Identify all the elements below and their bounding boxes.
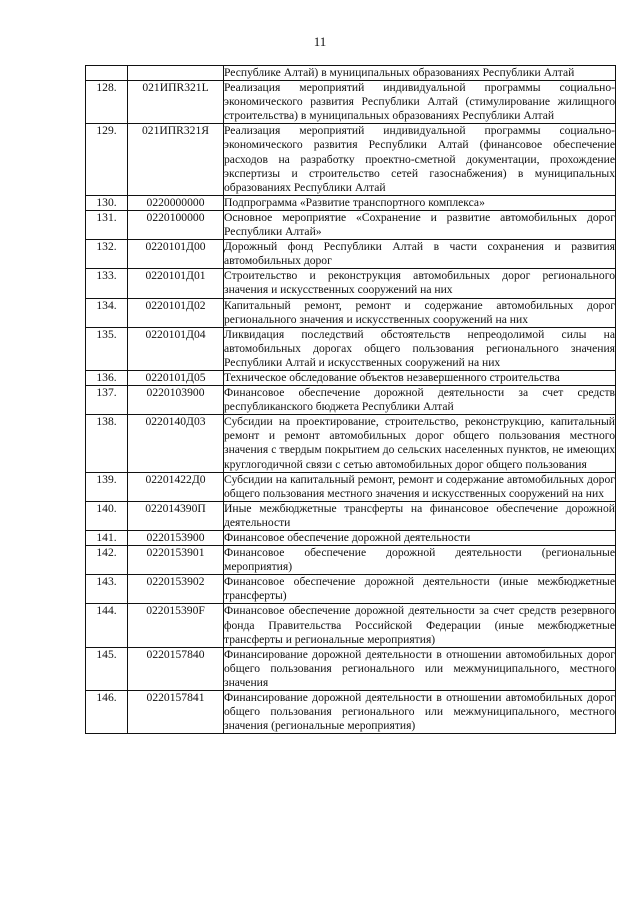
row-number: 136. — [86, 370, 128, 385]
row-code: 0220101Д00 — [128, 240, 224, 269]
row-name: Дорожный фонд Республики Алтай в части сохранения и развития автомобильных дорог — [224, 240, 615, 268]
row-code: 0220157840 — [128, 647, 224, 690]
row-code: 021ИПR321Я — [128, 124, 224, 195]
row-name: Финансирование дорожной деятельности в отношении автомобильных дорог общего пользования регионального или межмуниципального, местного значения (региональные мероприятия) — [224, 691, 615, 733]
row-name: Реализация мероприятий индивидуальной программы социально-экономического развития Республики Алтай (стимулирование жилищного строительства) в муниципальных образованиях Республики Алтай — [224, 81, 615, 123]
row-number: 135. — [86, 327, 128, 370]
row-name: Строительство и реконструкция автомобильных дорог регионального значения и искусственных сооружений на них — [224, 269, 615, 297]
row-code — [128, 66, 224, 81]
table-row — [86, 327, 616, 370]
table-row — [86, 647, 616, 690]
row-number — [86, 66, 128, 81]
row-code: 0220100000 — [128, 210, 224, 239]
row-number: 146. — [86, 691, 128, 734]
table-row — [86, 269, 616, 298]
table-row — [86, 210, 616, 239]
table-row — [86, 370, 616, 385]
table-row — [86, 415, 616, 472]
row-code: 0220153902 — [128, 575, 224, 604]
table-row — [86, 691, 616, 734]
row-name: Иные межбюджетные трансферты на финансовое обеспечение дорожной деятельности — [224, 501, 615, 529]
row-code: 0220101Д01 — [128, 269, 224, 298]
table-row — [86, 240, 616, 269]
row-code: 02201422Д0 — [128, 472, 224, 501]
row-name: Техническое обследование объектов незавершенного строительства — [224, 370, 616, 385]
table-row — [86, 81, 616, 124]
table-row — [86, 501, 616, 530]
row-number: 129. — [86, 124, 128, 195]
row-code: 0220157841 — [128, 691, 224, 734]
row-number: 139. — [86, 472, 128, 501]
row-code: 0220103900 — [128, 386, 224, 415]
row-number: 144. — [86, 604, 128, 647]
row-code: 0220000000 — [128, 195, 224, 210]
row-name: Субсидии на капитальный ремонт, ремонт и содержание автомобильных дорог общего пользования местного значения и искусственных сооружений на них — [224, 472, 615, 500]
page-number: 11 — [313, 34, 327, 49]
row-name: Капитальный ремонт, ремонт и содержание автомобильных дорог регионального значения и искусственных сооружений на них — [224, 298, 615, 326]
row-name: Реализация мероприятий индивидуальной программы социально-экономического развития Республики Алтай (финансовое обеспечение расходов на разработку проектно-сметной документации, прохождение экспертизы и строительство сетей газоснабжения) в муниципальных образованиях Республики Алтай — [224, 124, 615, 194]
row-name: Республике Алтай) в муниципальных образованиях Республики Алтай — [224, 66, 616, 81]
row-code: 0220153901 — [128, 546, 224, 575]
row-code: 0220101Д05 — [128, 370, 224, 385]
row-number: 131. — [86, 210, 128, 239]
table-row — [86, 546, 616, 575]
row-code: 022015390F — [128, 604, 224, 647]
table-row — [86, 575, 616, 604]
table-row — [86, 124, 616, 195]
row-name: Субсидии на проектирование, строительство, реконструкцию, капитальный ремонт и ремонт автомобильных дорог общего пользования местного значения с твердым покрытием до сельских населенных пунктов, не имеющих круглогодичной связи с сетью автомобильных дорог общего пользования — [224, 415, 615, 471]
classification-table — [85, 65, 616, 734]
row-code: 0220140Д03 — [128, 415, 224, 472]
table-row — [86, 195, 616, 210]
row-code: 0220101Д04 — [128, 327, 224, 370]
row-number: 130. — [86, 195, 128, 210]
row-code: 022014390П — [128, 501, 224, 530]
row-name: Финансовое обеспечение дорожной деятельности (иные межбюджетные трансферты) — [224, 575, 615, 603]
row-number: 133. — [86, 269, 128, 298]
table-row — [86, 531, 616, 546]
row-code: 021ИПR321L — [128, 81, 224, 124]
row-number: 132. — [86, 240, 128, 269]
row-number: 142. — [86, 546, 128, 575]
row-number: 145. — [86, 647, 128, 690]
row-name: Подпрограмма «Развитие транспортного комплекса» — [224, 195, 616, 210]
row-number: 143. — [86, 575, 128, 604]
row-name: Финансовое обеспечение дорожной деятельности (региональные мероприятия) — [224, 546, 615, 574]
table-row — [86, 66, 616, 81]
row-number: 138. — [86, 415, 128, 472]
table-row — [86, 386, 616, 415]
table-row — [86, 298, 616, 327]
row-name: Ликвидация последствий обстоятельств непреодолимой силы на автомобильных дорогах общего пользования регионального значения Республики Алтай и искусственных сооружений на них — [224, 327, 615, 369]
row-number: 140. — [86, 501, 128, 530]
row-name: Финансирование дорожной деятельности в отношении автомобильных дорог общего пользования регионального или межмуниципального, местного значения — [224, 647, 615, 689]
table-row — [86, 604, 616, 647]
row-name: Основное мероприятие «Сохранение и развитие автомобильных дорог Республики Алтай» — [224, 210, 615, 239]
row-code: 0220101Д02 — [128, 298, 224, 327]
row-number: 137. — [86, 386, 128, 415]
row-name: Финансовое обеспечение дорожной деятельности за счет средств республиканского бюджета Республики Алтай — [224, 386, 615, 414]
table-row — [86, 472, 616, 501]
row-number: 134. — [86, 298, 128, 327]
row-name: Финансовое обеспечение дорожной деятельности — [224, 531, 616, 546]
row-name: Финансовое обеспечение дорожной деятельности за счет средств резервного фонда Правительства Российской Федерации (иные межбюджетные трансферты и региональные мероприятия) — [224, 604, 615, 646]
row-number: 128. — [86, 81, 128, 124]
row-code: 0220153900 — [128, 531, 224, 546]
row-number: 141. — [86, 531, 128, 546]
